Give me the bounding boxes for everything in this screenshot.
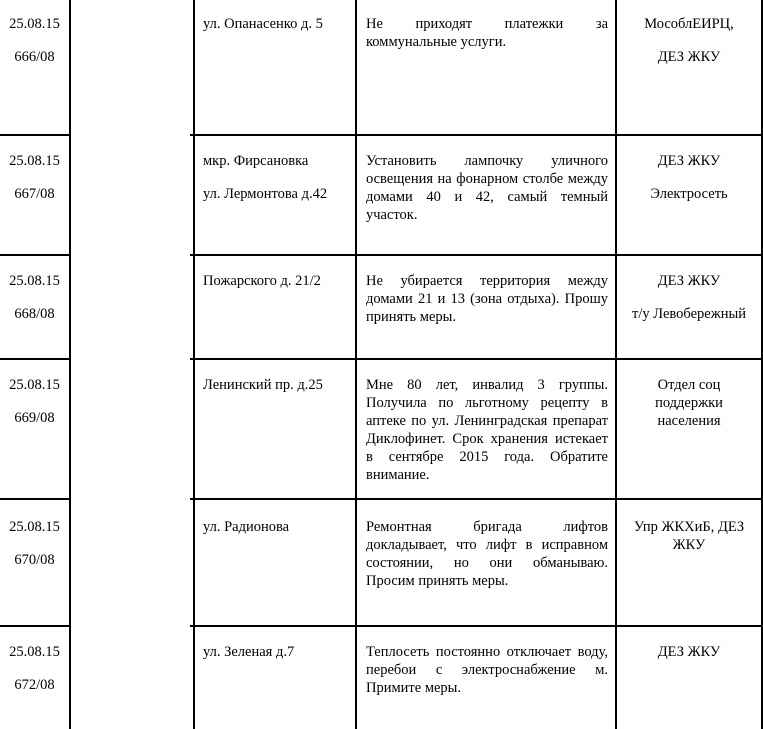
table-row-date	[0, 376, 69, 427]
record-number: 669/08	[14, 410, 55, 426]
table-row-description: Не убирается территория между домами 21 и 13 (зона отдыха). Прошу принять меры.	[366, 273, 608, 325]
table-row-org	[617, 15, 761, 66]
table-row-address	[203, 376, 351, 394]
table-row-address	[203, 152, 351, 203]
row-border	[190, 625, 763, 627]
row-border	[190, 134, 763, 136]
org-text: Упр ЖКХиБ, ДЕЗ ЖКУ	[633, 519, 745, 553]
record-number: 670/08	[14, 552, 55, 568]
row-border	[0, 358, 71, 360]
column-border	[615, 0, 617, 729]
record-number: 666/08	[14, 49, 55, 65]
org-text: ДЕЗ ЖКУ	[657, 153, 721, 169]
record-number: 672/08	[14, 677, 55, 693]
row-border	[0, 134, 71, 136]
table-row-org	[617, 376, 761, 430]
address-text: Пожарского д. 21/2	[203, 273, 321, 289]
row-border	[0, 498, 71, 500]
date-text: 25.08.15	[9, 273, 60, 289]
date-text: 25.08.15	[9, 644, 60, 660]
table-row-date	[0, 152, 69, 203]
row-border	[0, 625, 71, 627]
address-text: ул. Радионова	[203, 519, 290, 535]
org-text: Отдел соц поддержки населения	[655, 377, 723, 429]
table-row-description: Установить лампочку уличного освещения на фонарном столбе между домами 40 и 42, самый темный участок.	[366, 153, 608, 223]
row-border	[190, 498, 763, 500]
table-row-description: Теплосеть постоянно отключает воду, перебои с электроснабжение м. Примите меры.	[366, 644, 608, 696]
date-text: 25.08.15	[9, 16, 60, 32]
column-border	[69, 0, 71, 729]
org-text: ДЕЗ ЖКУ	[657, 644, 721, 660]
org-text: МособлЕИРЦ,	[644, 16, 734, 32]
table-row-org	[617, 643, 761, 661]
table-row-date	[0, 15, 69, 66]
record-number: 667/08	[14, 186, 55, 202]
table-row-org	[617, 272, 761, 323]
address-text: мкр. Фирсановка	[203, 153, 309, 169]
date-text: 25.08.15	[9, 153, 60, 169]
table-row-description: Ремонтная бригада лифтов докладывает, что лифт в исправном состоянии, но они обманываю. Просим принять меры.	[366, 519, 608, 589]
org-text: ДЕЗ ЖКУ	[657, 49, 721, 65]
table-row-address	[203, 518, 351, 536]
org-text: ДЕЗ ЖКУ	[657, 273, 721, 289]
address-text: Ленинский пр. д.25	[203, 377, 323, 393]
address-text: ул. Опанасенко д. 5	[203, 16, 323, 32]
org-text: т/у Левобережный	[632, 306, 746, 322]
column-border	[355, 0, 357, 729]
address-text: ул. Зеленая д.7	[203, 644, 295, 660]
table-row-description: Не приходят платежки за коммунальные услуги.	[366, 16, 608, 50]
date-text: 25.08.15	[9, 519, 60, 535]
table-row-org	[617, 152, 761, 203]
record-number: 668/08	[14, 306, 55, 322]
table-row-description: Мне 80 лет, инвалид 3 группы. Получила по льготному рецепту в аптеке по ул. Ленинградская препарат Диклофинет. Срок хранения истекает в сентябре 2015 года. Обратите внимание.	[366, 377, 608, 483]
row-border	[0, 254, 71, 256]
table-row-address	[203, 15, 351, 33]
table-row-address	[203, 643, 351, 661]
table-row-address	[203, 272, 351, 290]
row-border	[190, 358, 763, 360]
address-text: ул. Лермонтова д.42	[203, 186, 328, 202]
date-text: 25.08.15	[9, 377, 60, 393]
table-row-org	[617, 518, 761, 554]
row-border	[190, 254, 763, 256]
table-row-date	[0, 518, 69, 569]
table-row-date	[0, 643, 69, 694]
column-border	[193, 0, 195, 729]
table-row-date	[0, 272, 69, 323]
org-text: Электросеть	[650, 186, 728, 202]
